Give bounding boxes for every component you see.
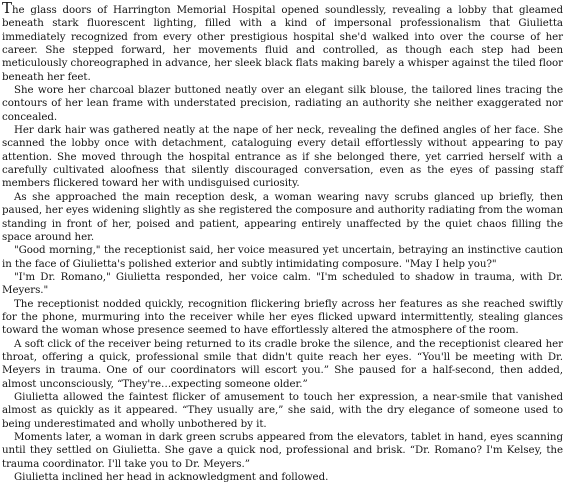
paragraph-2: She wore her charcoal blazer buttoned neatly over an elegant silk blouse, the tailored lines tracing the contours of her lean frame with understated precision, radiating an authority she neither exaggerated nor concealed. <box>2 84 563 123</box>
drop-cap: T <box>2 0 12 17</box>
paragraph-11: Giulietta inclined her head in acknowledgment and followed. <box>14 471 329 484</box>
paragraph-3: Her dark hair was gathered neatly at the nape of her neck, revealing the defined angles of her face. She scanned the lobby once with detachment, cataloguing every detail effortlessly without appearing to pay attention. She moved through the hospital entrance as if she belonged there, yet carried herself with a carefully cultivated aloofness that silently discouraged conversation, even as the eyes of passing staff members flickered toward her with undisguised curiosity. <box>2 124 563 190</box>
paragraph-1-text: he glass doors of Harrington Memorial Hospital opened soundlessly, revealing a lobby that gleamed beneath stark fluorescent lighting, filled with a kind of impersonal professionalism that Giulietta immediately recognized from every other prestigious hospital she'd walked into over the course of her career. She stepped forward, her movements fluid and controlled, as though each step had been meticulously choreographed in advance, her sleek black flats making barely a whisper against the tiled floor beneath her feet. <box>2 4 563 83</box>
paragraph-10: Moments later, a woman in dark green scrubs appeared from the elevators, tablet in hand, eyes scanning until they settled on Giulietta. She gave a quick nod, professional and brisk. “Dr. Romano? I'm Kelsey, the trauma coordinator. I'll take you to Dr. Meyers.” <box>2 431 563 470</box>
document-page <box>2 2 563 484</box>
paragraph-4: As she approached the main reception desk, a woman wearing navy scrubs glanced up briefly, then paused, her eyes widening slightly as she registered the composure and authority radiating from the woman standing in front of her, poised and patient, appearing entirely unaffected by the quiet chaos filling the space around her. <box>2 190 563 243</box>
paragraph-8: A soft click of the receiver being returned to its cradle broke the silence, and the receptionist cleared her throat, offering a quick, professional smile that didn't quite reach her eyes. “You'll be meeting with Dr. Meyers in trauma. One of our coordinators will escort you.” She paused for a half-second, then added, almost unconsciously, “They're…expecting someone older.” <box>2 337 563 390</box>
paragraph-5: "Good morning," the receptionist said, her voice measured yet uncertain, betraying an instinctive caution in the face of Giulietta's polished exterior and subtly intimidating composure. "May I help you?" <box>2 244 563 270</box>
paragraph-7: The receptionist nodded quickly, recognition flickering briefly across her features as she reached swiftly for the phone, murmuring into the receiver while her eyes flicked upward intermittently, stealing glances toward the woman whose presence seemed to have effortlessly altered the atmosphere of the room. <box>2 297 563 337</box>
paragraph-9: Giulietta allowed the faintest flicker of amusement to touch her expression, a near-smile that vanished almost as quickly as it appeared. “They usually are,” she said, with the dry elegance of someone used to being underestimated and wholly unbothered by it. <box>2 390 563 430</box>
paragraph-6: "I'm Dr. Romano," Giulietta responded, her voice calm. "I'm scheduled to shadow in trauma, with Dr. Meyers." <box>2 270 563 297</box>
paragraph-1 <box>2 2 563 84</box>
